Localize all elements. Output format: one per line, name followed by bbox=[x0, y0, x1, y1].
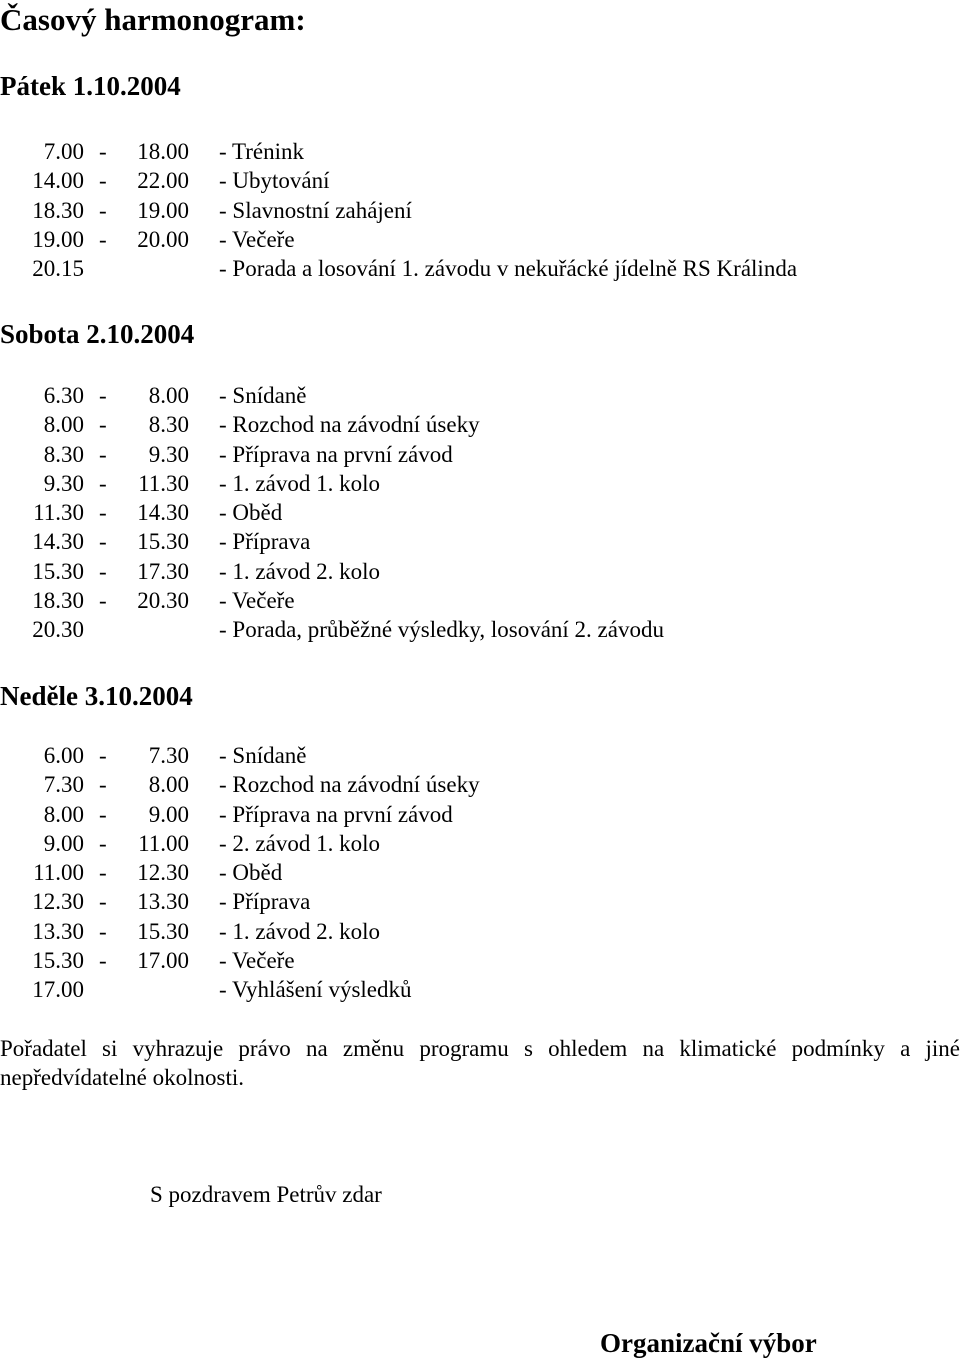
schedule-row bbox=[0, 527, 960, 556]
schedule-row bbox=[0, 254, 960, 283]
end-time: 14.30 bbox=[137, 500, 189, 526]
schedule-row bbox=[0, 137, 960, 166]
schedule-row bbox=[0, 917, 960, 946]
activity: - Příprava bbox=[219, 889, 311, 915]
schedule-sunday bbox=[0, 741, 960, 1005]
page-title: Časový harmonogram: bbox=[0, 2, 306, 37]
activity: - Trénink bbox=[219, 139, 304, 164]
activity: - Večeře bbox=[219, 948, 295, 974]
schedule-friday bbox=[0, 137, 960, 283]
time-separator: - bbox=[99, 830, 107, 856]
schedule-row bbox=[0, 225, 960, 254]
schedule-row bbox=[0, 800, 960, 829]
start-time: 18.30 bbox=[32, 588, 84, 614]
time-separator: - bbox=[99, 441, 107, 467]
activity: - Rozchod na závodní úseky bbox=[219, 772, 480, 798]
end-time: 11.30 bbox=[138, 470, 189, 496]
end-time: 15.30 bbox=[137, 918, 189, 944]
organizer-note: Pořadatel si vyhrazuje právo na změnu programu s ohledem na klimatické podmínky a jiné nepředvídatelné okolnosti. bbox=[0, 1036, 960, 1091]
schedule-row bbox=[0, 615, 960, 644]
start-time: 20.30 bbox=[32, 617, 84, 643]
end-time: 20.30 bbox=[137, 588, 189, 614]
start-time: 8.00 bbox=[43, 412, 84, 438]
start-time: 6.00 bbox=[43, 743, 84, 768]
start-time: 20.15 bbox=[32, 256, 84, 282]
time-separator: - bbox=[99, 197, 107, 223]
start-time: 14.30 bbox=[32, 529, 84, 555]
start-time: 14.00 bbox=[32, 168, 84, 194]
time-separator: - bbox=[99, 743, 107, 768]
activity: - Porada a losování 1. závodu v nekuřácké jídelně RS Králinda bbox=[219, 256, 798, 282]
start-time: 15.30 bbox=[32, 558, 84, 584]
start-time: 11.00 bbox=[33, 860, 84, 886]
activity: - Slavnostní zahájení bbox=[219, 197, 412, 223]
signature: Organizační výbor bbox=[600, 1328, 817, 1358]
end-time: 15.30 bbox=[137, 529, 189, 555]
time-separator: - bbox=[99, 470, 107, 496]
activity: - 1. závod 2. kolo bbox=[219, 558, 380, 584]
schedule-row bbox=[0, 770, 960, 799]
activity: - Porada, průběžné výsledky, losování 2. závodu bbox=[219, 617, 664, 643]
start-time: 9.30 bbox=[43, 470, 84, 496]
end-time: 9.00 bbox=[148, 801, 189, 827]
end-time: 17.00 bbox=[137, 948, 189, 974]
time-separator: - bbox=[99, 529, 107, 555]
end-time: 17.30 bbox=[137, 558, 189, 584]
end-time: 8.00 bbox=[148, 772, 189, 798]
schedule-row bbox=[0, 858, 960, 887]
activity: - Večeře bbox=[219, 226, 295, 252]
activity: - 1. závod 2. kolo bbox=[219, 918, 380, 944]
activity: - 1. závod 1. kolo bbox=[219, 470, 380, 496]
start-time: 19.00 bbox=[32, 226, 84, 252]
schedule-row bbox=[0, 741, 960, 770]
activity: - Snídaně bbox=[219, 383, 307, 408]
schedule-row bbox=[0, 469, 960, 498]
start-time: 8.30 bbox=[43, 441, 84, 467]
time-separator: - bbox=[99, 918, 107, 944]
schedule-row bbox=[0, 381, 960, 410]
start-time: 8.00 bbox=[43, 801, 84, 827]
activity: - Vyhlášení výsledků bbox=[219, 977, 412, 1003]
time-separator: - bbox=[99, 860, 107, 886]
start-time: 7.30 bbox=[43, 772, 84, 798]
schedule-row bbox=[0, 557, 960, 586]
activity: - Příprava na první závod bbox=[219, 801, 453, 827]
time-separator: - bbox=[99, 168, 107, 194]
end-time: 12.30 bbox=[137, 860, 189, 886]
end-time: 11.00 bbox=[138, 830, 189, 856]
activity: - Oběd bbox=[219, 860, 283, 886]
schedule-saturday bbox=[0, 381, 960, 645]
greeting: S pozdravem Petrův zdar bbox=[150, 1182, 382, 1207]
activity: - Večeře bbox=[219, 588, 295, 614]
end-time: 8.00 bbox=[148, 383, 189, 408]
end-time: 9.30 bbox=[148, 441, 189, 467]
time-separator: - bbox=[99, 412, 107, 438]
start-time: 9.00 bbox=[43, 830, 84, 856]
schedule-row bbox=[0, 410, 960, 439]
activity: - Příprava bbox=[219, 529, 311, 555]
time-separator: - bbox=[99, 139, 107, 164]
end-time: 20.00 bbox=[137, 226, 189, 252]
start-time: 7.00 bbox=[43, 139, 84, 164]
activity: - Ubytování bbox=[219, 168, 330, 194]
schedule-row bbox=[0, 586, 960, 615]
end-time: 13.30 bbox=[137, 889, 189, 915]
activity: - Příprava na první závod bbox=[219, 441, 453, 467]
start-time: 13.30 bbox=[32, 918, 84, 944]
schedule-row bbox=[0, 975, 960, 1004]
schedule-row bbox=[0, 887, 960, 916]
schedule-row bbox=[0, 946, 960, 975]
start-time: 17.00 bbox=[32, 977, 84, 1003]
activity: - Snídaně bbox=[219, 743, 307, 768]
schedule-row bbox=[0, 166, 960, 195]
activity: - Oběd bbox=[219, 500, 283, 526]
activity: - Rozchod na závodní úseky bbox=[219, 412, 480, 438]
time-separator: - bbox=[99, 801, 107, 827]
end-time: 22.00 bbox=[137, 168, 189, 194]
time-separator: - bbox=[99, 772, 107, 798]
start-time: 11.30 bbox=[33, 500, 84, 526]
end-time: 19.00 bbox=[137, 197, 189, 223]
start-time: 12.30 bbox=[32, 889, 84, 915]
end-time: 7.30 bbox=[148, 743, 189, 768]
end-time: 18.00 bbox=[137, 139, 189, 164]
time-separator: - bbox=[99, 558, 107, 584]
time-separator: - bbox=[99, 383, 107, 408]
time-separator: - bbox=[99, 226, 107, 252]
activity: - 2. závod 1. kolo bbox=[219, 830, 380, 856]
start-time: 18.30 bbox=[32, 197, 84, 223]
schedule-row bbox=[0, 440, 960, 469]
end-time: 8.30 bbox=[148, 412, 189, 438]
start-time: 6.30 bbox=[43, 383, 84, 408]
day-heading-saturday: Sobota 2.10.2004 bbox=[0, 319, 195, 349]
day-heading-sunday: Neděle 3.10.2004 bbox=[0, 681, 193, 711]
time-separator: - bbox=[99, 500, 107, 526]
time-separator: - bbox=[99, 588, 107, 614]
schedule-row bbox=[0, 196, 960, 225]
start-time: 15.30 bbox=[32, 948, 84, 974]
schedule-row bbox=[0, 498, 960, 527]
time-separator: - bbox=[99, 948, 107, 974]
day-heading-friday: Pátek 1.10.2004 bbox=[0, 71, 181, 101]
time-separator: - bbox=[99, 889, 107, 915]
schedule-row bbox=[0, 829, 960, 858]
